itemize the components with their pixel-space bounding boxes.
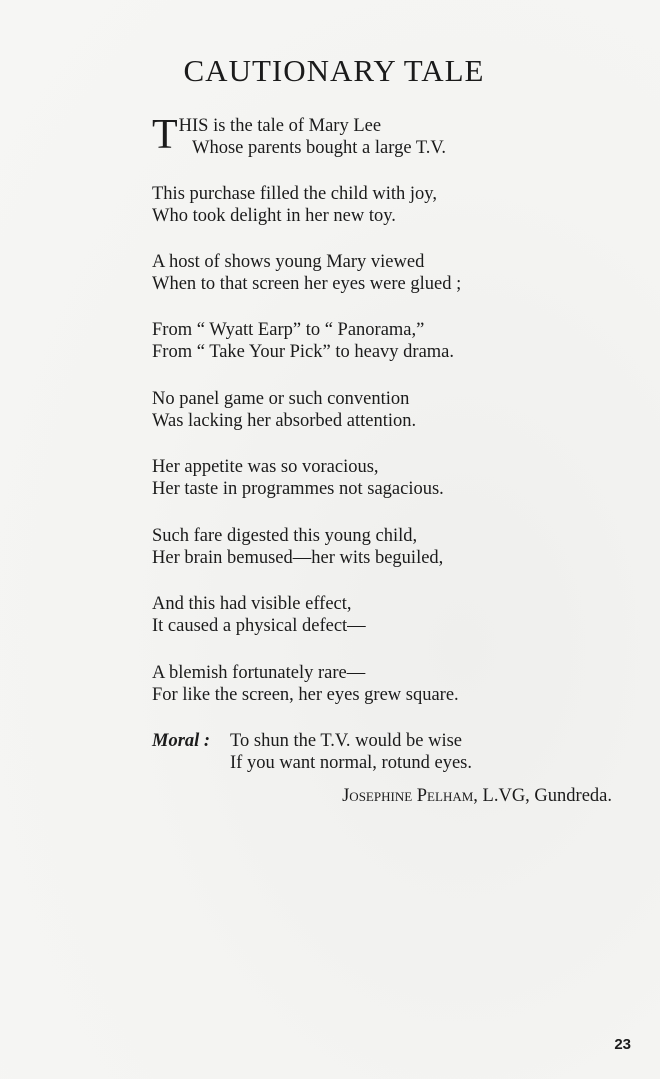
poem-line: From “ Take Your Pick” to heavy drama. xyxy=(152,342,455,362)
poem-line: And this had visible effect, xyxy=(152,594,352,614)
moral-line: If you want normal, rotund eyes. xyxy=(230,753,472,773)
author-credit xyxy=(342,786,612,807)
poem-line: Was lacking her absorbed attention. xyxy=(152,411,417,431)
moral-line: To shun the T.V. would be wise xyxy=(230,731,462,751)
poem-line: From “ Wyatt Earp” to “ Panorama,” xyxy=(152,320,425,340)
poem-line: No panel game or such convention xyxy=(152,389,410,409)
stanza-6 xyxy=(152,456,444,500)
poem-line: Whose parents bought a large T.V. xyxy=(192,138,446,158)
poem-line: HIS is the tale of Mary Lee xyxy=(178,116,382,136)
stanza-8 xyxy=(152,593,366,637)
stanza-9 xyxy=(152,662,459,706)
poem-line: A blemish fortunately rare— xyxy=(152,663,366,683)
stanza-2 xyxy=(152,183,437,227)
poem-line: Her taste in programmes not sagacious. xyxy=(152,479,444,499)
poem-line: For like the screen, her eyes grew square. xyxy=(152,685,459,705)
drop-cap: T xyxy=(152,112,178,158)
poem-line: A host of shows young Mary viewed xyxy=(152,252,425,272)
poem-line: It caused a physical defect— xyxy=(152,616,366,636)
poem-line: Such fare digested this young child, xyxy=(152,526,418,546)
page-number: 23 xyxy=(614,1036,631,1053)
poem-line: When to that screen her eyes were glued ; xyxy=(152,274,462,294)
stanza-7 xyxy=(152,525,443,569)
author-affiliation: L.VG, Gundreda. xyxy=(477,786,612,806)
stanza-5 xyxy=(152,388,416,432)
moral-label: Moral : xyxy=(152,731,211,751)
poem-line: Who took delight in her new toy. xyxy=(152,206,396,226)
stanza-4 xyxy=(152,319,454,363)
stanza-1 xyxy=(152,112,446,159)
poem-line: Her brain bemused—her wits beguiled, xyxy=(152,548,444,568)
poem-title: CAUTIONARY TALE xyxy=(183,53,485,88)
moral-text xyxy=(230,730,472,774)
poem-line: This purchase filled the child with joy, xyxy=(152,184,437,204)
author-name: Josephine Pelham, xyxy=(342,786,478,806)
poem-line: Her appetite was so voracious, xyxy=(152,457,379,477)
stanza-3 xyxy=(152,251,461,295)
